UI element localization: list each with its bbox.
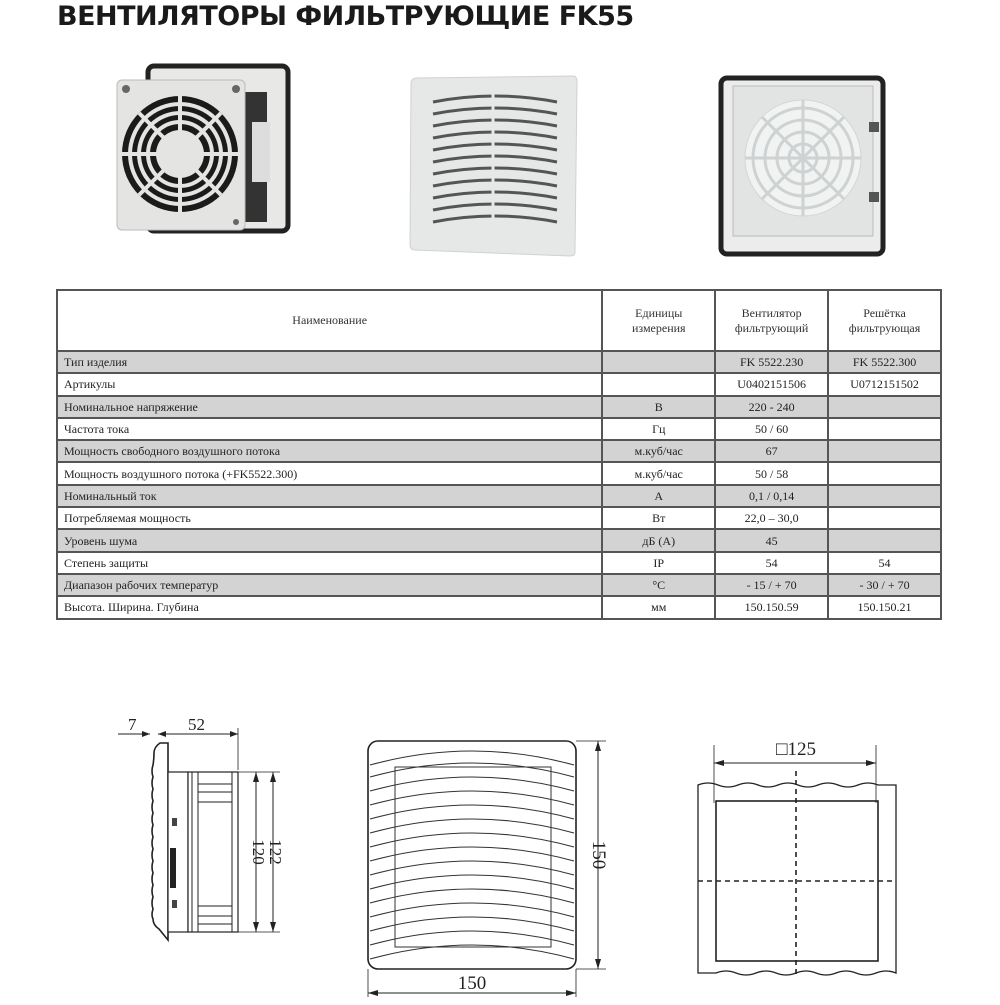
row-fan-value: U0402151506 xyxy=(715,373,828,395)
table-row xyxy=(57,440,941,462)
row-name: Артикулы xyxy=(57,373,602,395)
row-unit: В xyxy=(602,396,715,418)
table-row xyxy=(57,552,941,574)
row-name: Номинальное напряжение xyxy=(57,396,602,418)
row-grille-value xyxy=(828,529,941,551)
row-name: Потребляемая мощность xyxy=(57,507,602,529)
header-grille-line2: фильтрующая xyxy=(848,320,921,335)
table-row xyxy=(57,596,941,618)
row-fan-value: 45 xyxy=(715,529,828,551)
spec-table xyxy=(56,289,942,620)
row-name: Тип изделия xyxy=(57,351,602,373)
filter-fan-photo-icon xyxy=(112,62,292,237)
header-fan-line1: Вентилятор xyxy=(741,305,802,320)
page-title: ВЕНТИЛЯТОРЫ ФИЛЬТРУЮЩИЕ FK55 xyxy=(57,1,634,32)
table-row xyxy=(57,351,941,373)
dim-h2-label: 122 xyxy=(266,839,285,865)
row-fan-value: 150.150.59 xyxy=(715,596,828,618)
row-name: Диапазон рабочих температур xyxy=(57,574,602,596)
row-name: Степень защиты xyxy=(57,552,602,574)
front-view-drawing xyxy=(360,735,610,1005)
row-name: Мощность свободного воздушного потока xyxy=(57,440,602,462)
row-fan-value: 50 / 60 xyxy=(715,418,828,440)
row-name: Уровень шума xyxy=(57,529,602,551)
row-fan-value: - 15 / + 70 xyxy=(715,574,828,596)
row-unit: м.куб/час xyxy=(602,440,715,462)
row-unit: IP xyxy=(602,552,715,574)
row-unit: Вт xyxy=(602,507,715,529)
header-grille xyxy=(828,290,941,351)
filter-grille-photo xyxy=(715,72,890,262)
header-fan-line2: фильтрующий xyxy=(734,320,809,335)
dim-cutout-label: □125 xyxy=(776,739,816,760)
table-header-row xyxy=(57,290,941,351)
row-fan-value: 50 / 58 xyxy=(715,462,828,484)
header-fan xyxy=(715,290,828,351)
row-fan-value: FK 5522.230 xyxy=(715,351,828,373)
fan-photo xyxy=(112,62,292,237)
header-units-line2: измерения xyxy=(631,320,686,335)
dim-front-height-label: 150 xyxy=(588,840,609,870)
header-units-line1: Единицы xyxy=(635,305,683,320)
row-grille-value xyxy=(828,418,941,440)
row-fan-value: 67 xyxy=(715,440,828,462)
row-fan-value: 220 - 240 xyxy=(715,396,828,418)
filter-grille-photo-icon xyxy=(715,72,890,262)
row-fan-value: 54 xyxy=(715,552,828,574)
row-fan-value: 22,0 – 30,0 xyxy=(715,507,828,529)
table-row xyxy=(57,462,941,484)
table-row xyxy=(57,418,941,440)
louvered-grille-photo-icon xyxy=(405,70,580,260)
grille-photo xyxy=(405,70,580,260)
row-name: Номинальный ток xyxy=(57,485,602,507)
row-grille-value: - 30 / + 70 xyxy=(828,574,941,596)
dim-front-width-label: 150 xyxy=(457,973,487,994)
header-grille-line1: Решётка xyxy=(863,305,906,320)
row-grille-value: U0712151502 xyxy=(828,373,941,395)
row-grille-value xyxy=(828,507,941,529)
cutout-drawing xyxy=(690,735,900,980)
row-grille-value: 54 xyxy=(828,552,941,574)
side-view-drawing xyxy=(110,710,285,945)
table-row xyxy=(57,574,941,596)
header-name: Наименование xyxy=(57,290,602,351)
row-unit: мм xyxy=(602,596,715,618)
row-unit: °C xyxy=(602,574,715,596)
row-name: Частота тока xyxy=(57,418,602,440)
table-row xyxy=(57,507,941,529)
table-row xyxy=(57,485,941,507)
dim-h1-label: 120 xyxy=(249,839,268,865)
dim-depth-label: 52 xyxy=(188,715,205,734)
row-unit xyxy=(602,351,715,373)
row-name: Мощность воздушного потока (+FK5522.300) xyxy=(57,462,602,484)
row-fan-value: 0,1 / 0,14 xyxy=(715,485,828,507)
row-grille-value xyxy=(828,396,941,418)
table-row xyxy=(57,529,941,551)
table-row xyxy=(57,396,941,418)
row-grille-value: 150.150.21 xyxy=(828,596,941,618)
row-unit xyxy=(602,373,715,395)
row-name: Высота. Ширина. Глубина xyxy=(57,596,602,618)
row-unit: Гц xyxy=(602,418,715,440)
row-grille-value xyxy=(828,462,941,484)
row-unit: А xyxy=(602,485,715,507)
table-row xyxy=(57,373,941,395)
row-unit: дБ (А) xyxy=(602,529,715,551)
dim-flange-label: 7 xyxy=(128,715,137,734)
header-units xyxy=(602,290,715,351)
row-grille-value xyxy=(828,485,941,507)
row-unit: м.куб/час xyxy=(602,462,715,484)
row-grille-value: FK 5522.300 xyxy=(828,351,941,373)
row-grille-value xyxy=(828,440,941,462)
